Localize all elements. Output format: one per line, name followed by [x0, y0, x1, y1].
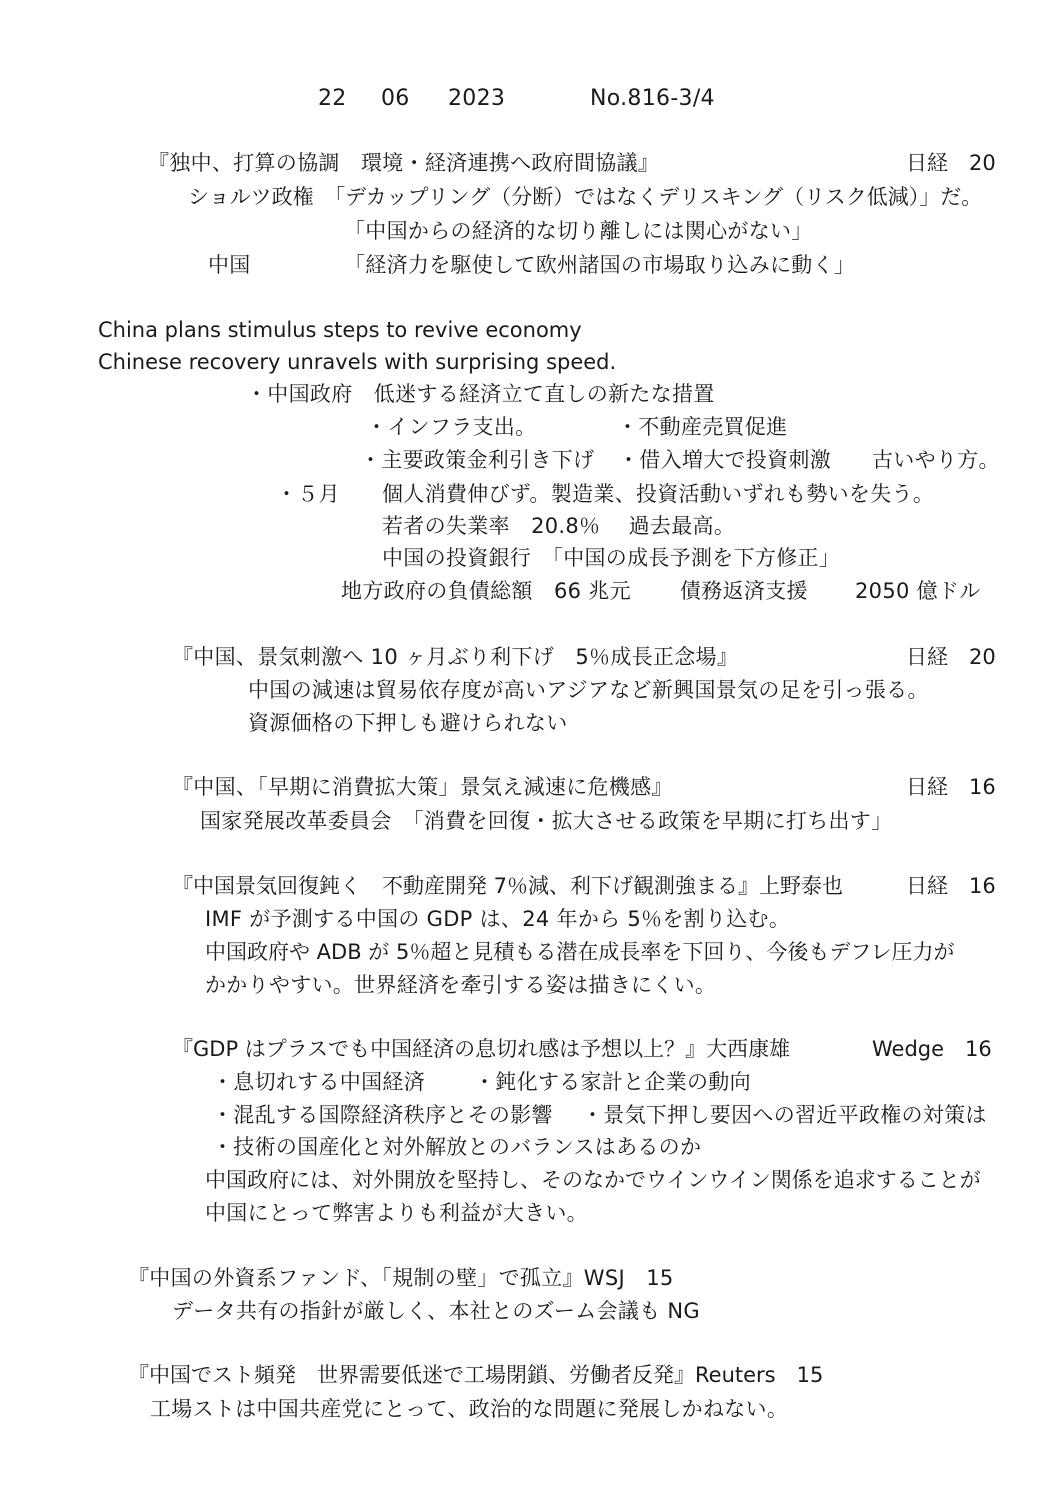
article-2-line-3: ・不動産売買促進 [617, 415, 788, 439]
article-2-english-1: China plans stimulus steps to revive economy [98, 318, 582, 342]
article-8-line-1: 工場ストは中国共産党にとって、政治的な問題に発展しかねない。 [150, 1397, 789, 1421]
article-4-line-1: 国家発展改革委員会 「消費を回復・拡大させる政策を早期に打ち出す」 [200, 809, 893, 833]
article-3-line-2: 資源価格の下押しも避けられない [248, 711, 568, 735]
article-6-line-6: 中国政府には、対外開放を堅持し、そのなかでウインウイン関係を追求することが [205, 1168, 981, 1192]
article-4-source: 日経 16 [906, 775, 996, 799]
article-2-line-1: ・中国政府 低迷する経済立て直しの新たな措置 [246, 382, 715, 406]
article-6-line-4: ・景気下押し要因への習近平政権の対策は [582, 1103, 987, 1127]
article-5-line-1: IMF が予測する中国の GDP は、24 年から 5％を割り込む。 [205, 907, 791, 931]
article-2-line-4: ・主要政策金利引き下げ [360, 448, 595, 472]
article-3-line-1: 中国の減速は貿易依存度が高いアジアなど新興国景気の足を引っ張る。 [248, 678, 929, 702]
article-1-line-2: 「中国からの経済的な切り離しには関心がない」 [344, 219, 813, 243]
article-2-line-6: 古いやり方。 [872, 448, 1000, 472]
article-6-line-2: ・鈍化する家計と企業の動向 [474, 1070, 751, 1094]
article-2-line-5: ・借入増大で投資刺激 [618, 448, 831, 472]
article-2-line-9: 若者の失業率 20.8％ 過去最高。 [382, 514, 736, 538]
header-issue-number: No.816-3/4 [590, 86, 715, 111]
article-5-line-2: 中国政府や ADB が 5％超と見積もる潜在成長率を下回り、今後もデフレ圧力が [205, 940, 955, 964]
article-7-line-1: データ共有の指針が厳しく、本社とのズーム会議も NG [172, 1299, 700, 1323]
article-6-line-5: ・技術の国産化と対外解放とのバランスはあるのか [212, 1135, 702, 1159]
article-4-title: 『中国、「早期に消費拡大策」景気え減速に危機感』 [172, 775, 673, 799]
article-3-source: 日経 20 [906, 645, 996, 669]
article-5-line-3: かかりやすい。世界経済を牽引する姿は描きにくい。 [205, 973, 717, 997]
article-6-line-7: 中国にとって弊害よりも利益が大きい。 [205, 1201, 588, 1225]
article-1-line-3: 中国 [208, 253, 251, 277]
article-5-source: 日経 16 [906, 874, 996, 898]
header-day: 22 [318, 86, 347, 111]
article-5-title: 『中国景気回復鈍く 不動産開発 7％減、利下げ観測強まる』上野泰也 [172, 874, 844, 898]
article-6-line-3: ・混乱する国際経済秩序とその影響 [212, 1103, 553, 1127]
article-1-title: 『独中、打算の協調 環境・経済連携へ政府間協議』 [148, 151, 660, 175]
article-6-source: Wedge 16 [872, 1037, 992, 1061]
article-6-title: 『GDP はプラスでも中国経済の息切れ感は予想以上？』大西康雄 [172, 1037, 791, 1061]
article-1-line-4: 「経済力を駆使して欧州諸国の市場取り込みに動く」 [344, 253, 856, 277]
article-2-line-11: 地方政府の負債総額 66 兆元 [341, 579, 631, 603]
header-month: 06 [381, 86, 410, 111]
article-7-title: 『中国の外資系ファンド、「規制の壁」で孤立』WSJ 15 [128, 1266, 674, 1290]
article-2-line-7: ・５月 [276, 482, 340, 506]
article-2-line-10: 中国の投資銀行 「中国の成長予測を下方修正」 [382, 546, 841, 570]
article-6-line-1: ・息切れする中国経済 [212, 1070, 425, 1094]
article-3-title: 『中国、景気刺激へ 10 ヶ月ぶり利下げ 5％成長正念場』 [172, 645, 739, 669]
article-2-line-13: 2050 億ドル [855, 579, 981, 603]
article-2-line-8: 個人消費伸びず。製造業、投資活動いずれも勢いを失う。 [382, 482, 935, 506]
article-2-english-2: Chinese recovery unravels with surprising speed. [98, 350, 617, 374]
article-2-line-2: ・インフラ支出。 [366, 415, 537, 439]
article-2-line-12: 債務返済支援 [680, 579, 808, 603]
article-8-title: 『中国でスト頻発 世界需要低迷で工場閉鎖、労働者反発』Reuters 15 [128, 1363, 824, 1387]
header-year: 2023 [448, 86, 506, 111]
article-1-source: 日経 20 [906, 151, 996, 175]
article-1-line-1: ショルツ政権 「デカップリング（分断）ではなくデリスキング（リスク低減）」だ。 [188, 185, 983, 209]
